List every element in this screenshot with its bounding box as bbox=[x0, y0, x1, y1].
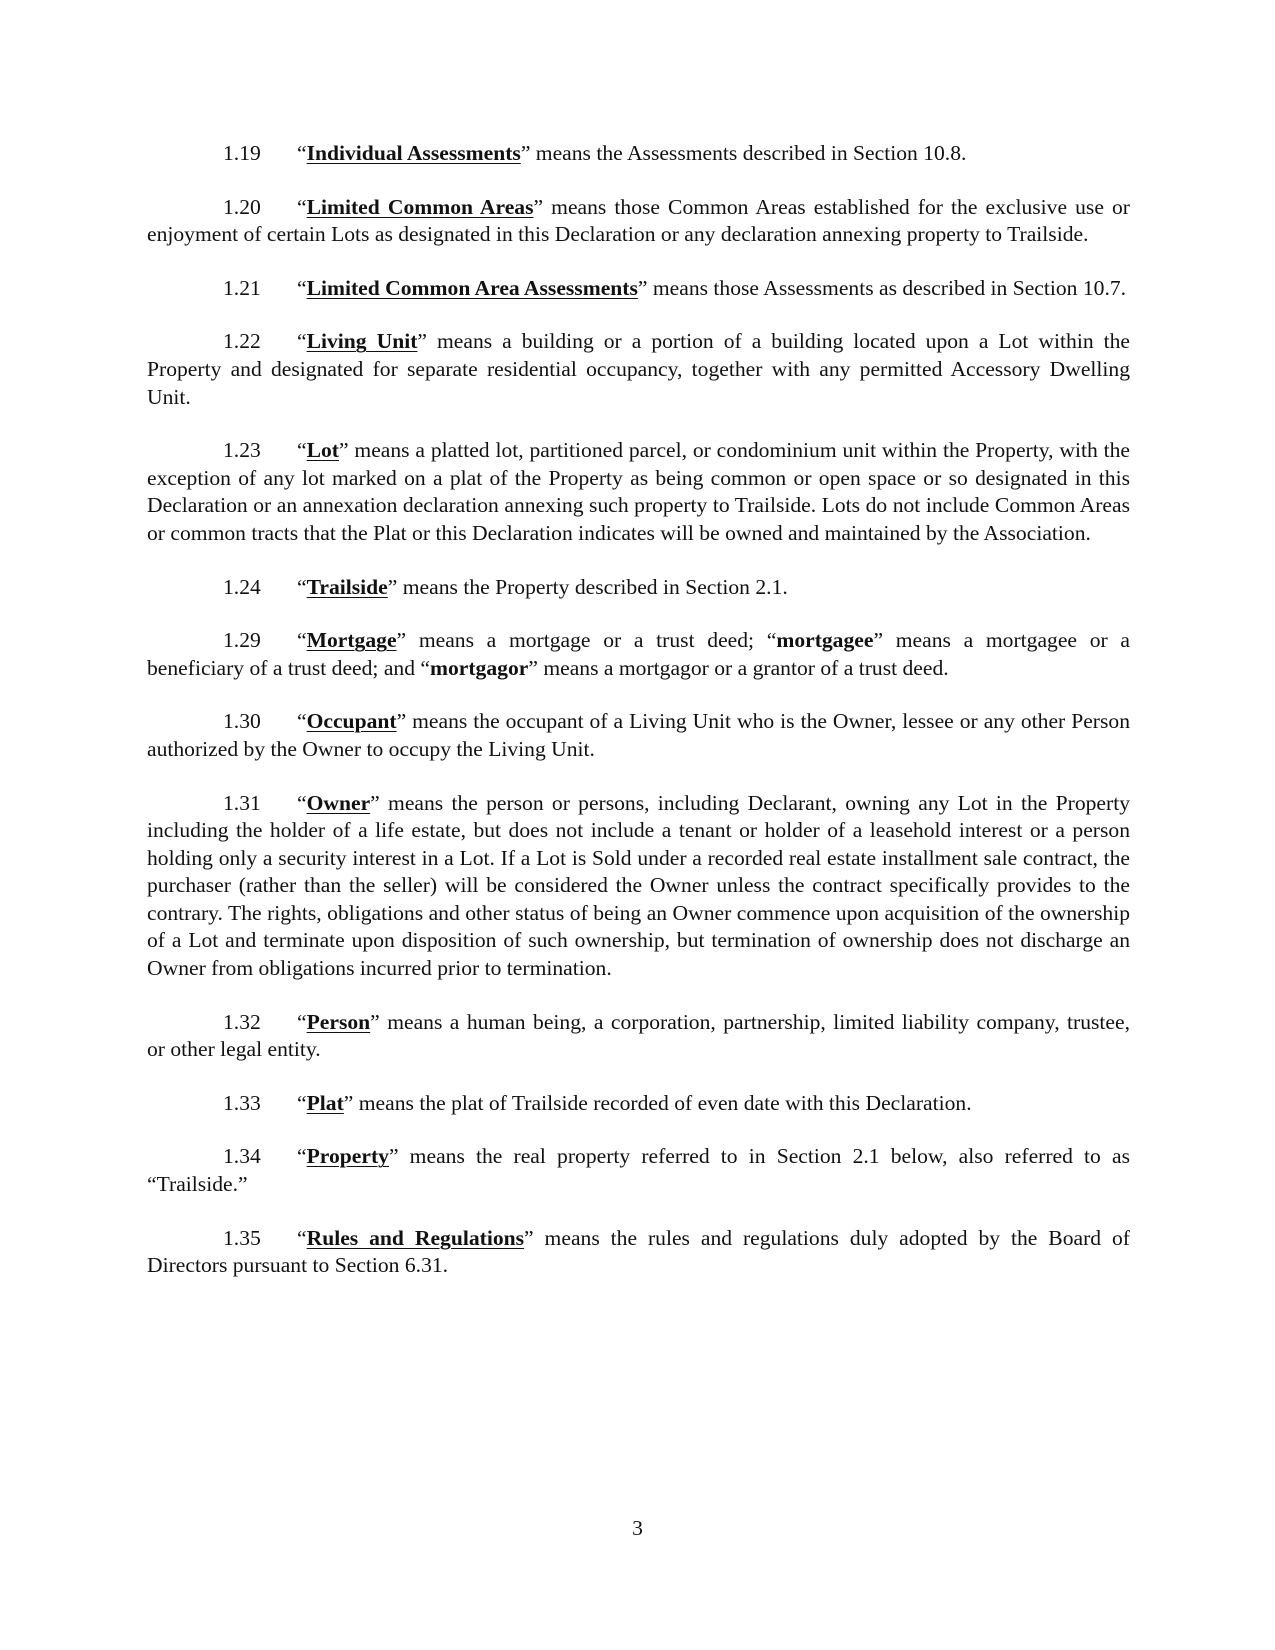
definition-1-33: 1.33 “Plat” means the plat of Trailside recorded of even date with this Declaration. bbox=[147, 1090, 1130, 1118]
defined-term: Limited Common Area Assessments bbox=[306, 275, 638, 300]
definition-text: ” means the occupant of a Living Unit who is the Owner, lessee or any other Person authorized by the Owner to occupy the Living Unit. bbox=[147, 709, 1130, 761]
definition-text: ” means the rules and regulations duly adopted by the Board of Directors pursuant to Section 6.31. bbox=[147, 1225, 1130, 1278]
definition-1-22: 1.22 “Living Unit” means a building or a portion of a building located upon a Lot within the Property and designated for separate residential occupancy, together with any permitted Accessory Dwelling Unit. bbox=[147, 329, 1131, 409]
section-number: 1.22 bbox=[223, 329, 261, 354]
definition-text: ” means a human being, a corporation, partnership, limited liability company, trustee, or other legal entity. bbox=[147, 1009, 1130, 1062]
definition-text: ” means those Common Areas established for the exclusive use or enjoyment of certain Lots as designated in this Declaration or any declaration annexing property to Trailside. bbox=[147, 194, 1130, 247]
section-number: 1.23 bbox=[223, 438, 261, 463]
definition-text: ” means the plat of Trailside recorded of even date with this Declaration. bbox=[343, 1090, 972, 1115]
definition-1-32: 1.32 “Person” means a human being, a corporation, partnership, limited liability company, trustee, or other legal entity. bbox=[147, 1009, 1130, 1062]
definition-1-23: 1.23 “Lot” means a platted lot, partitioned parcel, or condominium unit within the Property, with the exception of any lot marked on a plat of the Property as being common or open space or so designated in this Declaration or an annexation declaration annexing such property to Trailside. Lots do not include Common Areas or common tracts that the Plat or this Declaration indicates will be owned and maintained by the Association. bbox=[147, 438, 1130, 545]
defined-term: Owner bbox=[306, 790, 371, 815]
defined-term: Property bbox=[306, 1144, 389, 1169]
section-number: 1.29 bbox=[223, 628, 261, 653]
defined-term: Plat bbox=[306, 1090, 344, 1115]
definition-1-20: 1.20 “Limited Common Areas” means those Common Areas established for the exclusive use or enjoyment of certain Lots as designated in this Declaration or any declaration annexing property to Trailside. bbox=[147, 194, 1130, 247]
section-number: 1.30 bbox=[223, 709, 261, 734]
page-number: 3 bbox=[632, 1516, 643, 1540]
defined-term: Individual Assessments bbox=[306, 141, 521, 165]
definition-text: ” means the Assessments described in Section 10.8. bbox=[520, 141, 967, 165]
definition-1-21: 1.21 “Limited Common Area Assessments” means those Assessments as described in Section 10.7. bbox=[147, 275, 1130, 303]
section-number: 1.19 bbox=[223, 141, 261, 165]
defined-term: Lot bbox=[306, 438, 339, 463]
definition-text: ” means the person or persons, including Declarant, owning any Lot in the Property including the holder of a life estate, but does not include a tenant or holder of a leasehold interest or a person holding only a security interest in a Lot. If a Lot is Sold under a recorded real estate installment sale contract, the purchaser (rather than the seller) will be considered the Owner unless the contract specifically provides to the contrary. The rights, obligations and other status of being an Owner commence upon acquisition of the ownership of a Lot and terminate upon disposition of such ownership, but termination of ownership does not discharge an Owner from obligations incurred prior to termination. bbox=[147, 790, 1130, 981]
section-number: 1.35 bbox=[223, 1225, 261, 1250]
section-number: 1.32 bbox=[223, 1009, 261, 1034]
defined-term: Rules and Regulations bbox=[306, 1225, 525, 1250]
definition-1-35: 1.35 “Rules and Regulations” means the rules and regulations duly adopted by the Board of Directors pursuant to Section 6.31. bbox=[147, 1225, 1130, 1278]
definition-1-30: 1.30 “Occupant” means the occupant of a Living Unit who is the Owner, lessee or any other Person authorized by the Owner to occupy the Living Unit. bbox=[147, 709, 1130, 761]
defined-term: Mortgage bbox=[306, 628, 397, 653]
definition-text: ” means those Assessments as described in Section 10.7. bbox=[637, 275, 1127, 300]
defined-term: Occupant bbox=[306, 709, 397, 734]
definition-text: ” means a mortgagee or a beneficiary of a trust deed; and “ bbox=[147, 628, 1130, 680]
section-number: 1.34 bbox=[223, 1144, 261, 1169]
section-number: 1.21 bbox=[223, 275, 261, 300]
definition-1-19: 1.19 “Individual Assessments” means the Assessments described in Section 10.8. bbox=[147, 140, 1130, 168]
definition-1-29: 1.29 “Mortgage” means a mortgage or a trust deed; “mortgagee” means a mortgagee or a beneficiary of a trust deed; and “mortgagor” means a mortgagor or a grantor of a trust deed. bbox=[147, 628, 1130, 680]
definition-text: ” means a platted lot, partitioned parcel, or condominium unit within the Property, with the exception of any lot marked on a plat of the Property as being common or open space or so designated in this Declaration or an annexation declaration annexing such property to Trailside. Lots do not include Common Areas or common tracts that the Plat or this Declaration indicates will be owned and maintained by the Association. bbox=[147, 438, 1130, 545]
section-number: 1.33 bbox=[223, 1090, 261, 1115]
document-page bbox=[147, 140, 1130, 1306]
definition-text: ” means a mortgagor or a grantor of a trust deed. bbox=[528, 655, 949, 680]
section-number: 1.20 bbox=[223, 194, 261, 219]
definition-1-24: 1.24 “Trailside” means the Property described in Section 2.1. bbox=[147, 574, 1130, 602]
defined-term: Limited Common Areas bbox=[306, 194, 534, 219]
definition-text: ” means a building or a portion of a building located upon a Lot within the Property and designated for separate residential occupancy, together with any permitted Accessory Dwelling Unit. bbox=[147, 329, 1131, 409]
definition-text: ” means a mortgage or a trust deed; “ bbox=[396, 628, 777, 653]
definition-text: ” means the Property described in Section 2.1. bbox=[387, 574, 788, 599]
definition-1-31: 1.31 “Owner” means the person or persons, including Declarant, owning any Lot in the Property including the holder of a life estate, but does not include a tenant or holder of a leasehold interest or a person holding only a security interest in a Lot. If a Lot is Sold under a recorded real estate installment sale contract, the purchaser (rather than the seller) will be considered the Owner unless the contract specifically provides to the contrary. The rights, obligations and other status of being an Owner commence upon acquisition of the ownership of a Lot and terminate upon disposition of such ownership, but termination of ownership does not discharge an Owner from obligations incurred prior to termination. bbox=[147, 790, 1130, 981]
defined-term: Trailside bbox=[306, 574, 388, 599]
defined-term: Person bbox=[306, 1009, 371, 1034]
defined-term-bold: mortgagee bbox=[776, 628, 874, 653]
section-number: 1.24 bbox=[223, 574, 261, 599]
defined-term-bold: mortgagor bbox=[430, 655, 529, 680]
definition-text: ” means the real property referred to in Section 2.1 below, also referred to as “Trailside.” bbox=[147, 1144, 1130, 1197]
definition-1-34: 1.34 “Property” means the real property referred to in Section 2.1 below, also referred to as “Trailside.” bbox=[147, 1144, 1130, 1197]
section-number: 1.31 bbox=[223, 790, 261, 815]
defined-term: Living Unit bbox=[306, 329, 418, 354]
